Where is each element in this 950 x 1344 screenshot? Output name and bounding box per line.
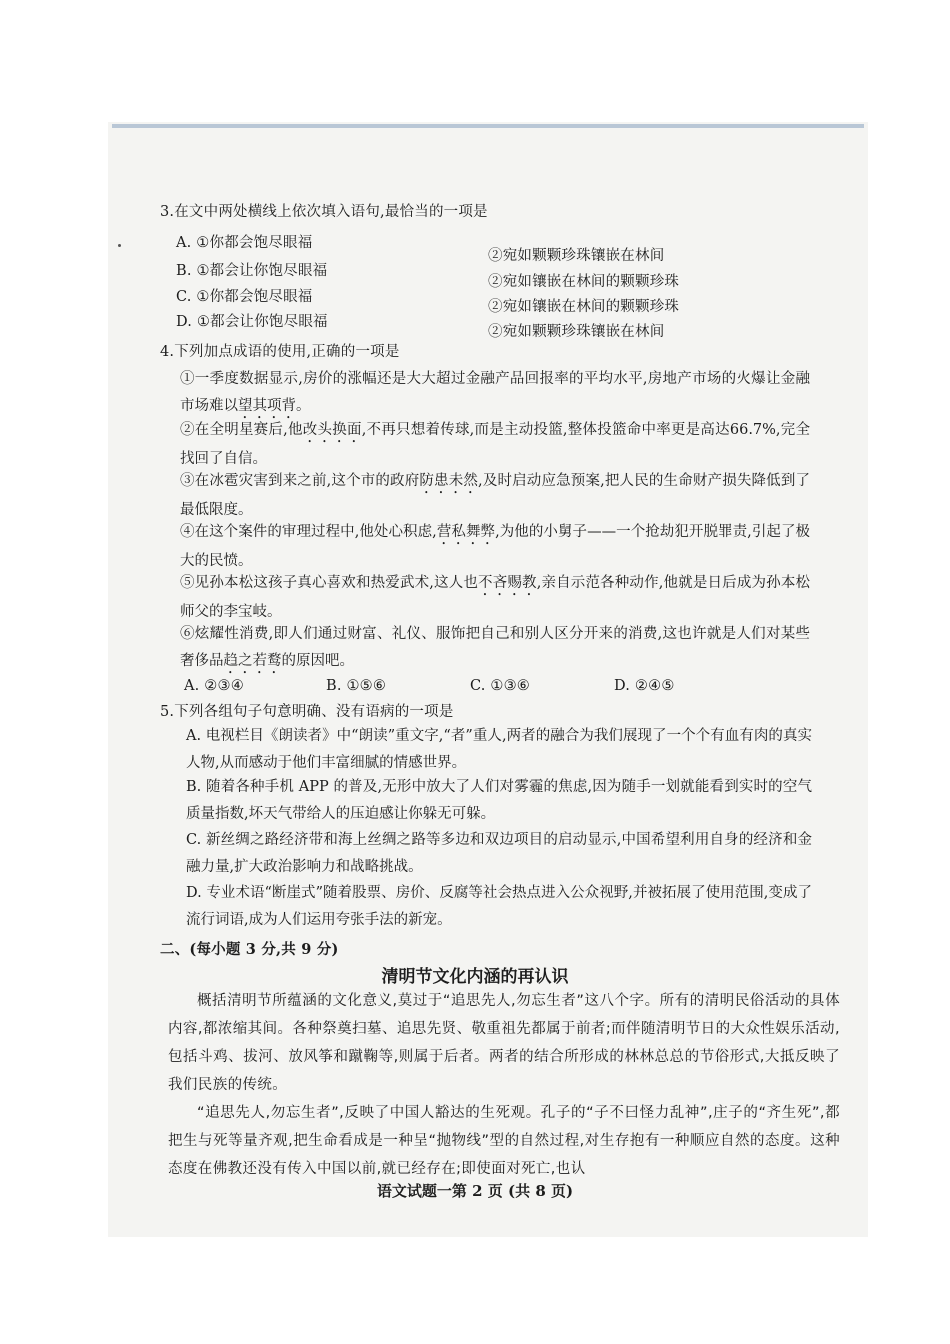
q4-item-6: ⑥炫耀性消费,即人们通过财富、礼仪、服饰把自己和别人区分开来的消费,这也许就是人们对某些奢侈品趋之若鹜的原因吧。 [180, 626, 810, 669]
top-rule [112, 124, 864, 128]
q4-choice-a: A. ②③④ [184, 678, 244, 694]
scan-speck [118, 244, 121, 247]
q3-option-a-right: ②宛如颗颗珍珠镶嵌在林间 [488, 248, 665, 264]
q4-item-1-idiom: 望其项背 [238, 398, 296, 414]
q4-item-1: ①一季度数据显示,房价的涨幅还是大大超过金融产品回报率的平均水平,房地产市场的火爆让金融市场难以望其项背。 [180, 371, 810, 414]
q4-stem: 4.下列加点成语的使用,正确的一项是 [160, 344, 400, 360]
q4-item-2-idiom: 改头换面 [302, 422, 362, 438]
page-footer: 语文试题一第 2 页 (共 8 页) [376, 1182, 574, 1200]
q4-item-4: ④在这个案件的审理过程中,他处心积虑,营私舞弊,为他的小舅子——一个抢劫犯开脱罪责,引起了极大的民愤。 [180, 524, 811, 569]
passage-paragraph-1: 概括清明节所蕴涵的文化意义,莫过于“追思先人,勿忘生者”这八个字。所有的清明民俗活动的具体内容,都浓缩其间。各种祭奠扫墓、追思先贤、敬重祖先都属于前者;而伴随清明节日的大众性娱乐活动,包括斗鸡、拔河、放风筝和蹴鞠等,则属于后者。两者的结合所形成的林林总总的节俗形式,大抵反映了我们民族的传统。 [168, 993, 840, 1093]
q4-choice-d: D. ②④⑤ [614, 678, 675, 694]
q5-option-b: B. 随着各种手机 APP 的普及,无形中放大了人们对雾霾的焦虑,因为随手一划就能看到实时的空气质量指数,坏天气带给人的压迫感让你躲无可躲。 [186, 779, 812, 822]
q4-item-3: ③在冰雹灾害到来之前,这个市的政府防患未然,及时启动应急预案,把人民的生命财产损失降低到了最低限度。 [180, 473, 811, 518]
q4-choice-b: B. ①⑤⑥ [326, 678, 387, 694]
q4-choice-c: C. ①③⑥ [470, 678, 530, 694]
q4-item-4-idiom: 营私舞弊 [436, 524, 496, 540]
passage-paragraph-2: “追思先人,勿忘生者”,反映了中国人豁达的生死观。孔子的“子不曰怪力乱神”,庄子的“齐生死”,都把生与死等量齐观,把生命看成是一种呈“抛物线”型的自然过程,对生存抱有一种顺应自然的态度。这种态度在佛教还没有传入中国以前,就已经存在;即使面对死亡,也认 [168, 1105, 840, 1177]
q3-option-d-right: ②宛如颗颗珍珠镶嵌在林间 [488, 324, 665, 340]
q4-item-2: ②在全明星赛后,他改头换面,不再只想着传球,而是主动投篮,整体投篮命中率更是高达66.7%,完全找回了自信。 [180, 422, 811, 467]
q3-option-a-left: A. ①你都会饱尽眼福 [176, 235, 313, 251]
passage-title: 清明节文化内涵的再认识 [381, 967, 569, 987]
q3-option-b-right: ②宛如镶嵌在林间的颗颗珍珠 [488, 274, 680, 290]
q5-option-c: C. 新丝绸之路经济带和海上丝绸之路等多边和双边项目的启动显示,中国希望利用自身的经济和金融力量,扩大政治影响力和战略挑战。 [186, 832, 812, 875]
q4-item-5-idiom: 不吝赐教 [478, 575, 537, 591]
q3-option-d-left: D. ①都会让你饱尽眼福 [176, 314, 328, 330]
q3-option-b-left: B. ①都会让你饱尽眼福 [176, 263, 328, 279]
q4-item-3-idiom: 防患未然 [419, 473, 479, 489]
q5-option-d: D. 专业术语“断崖式”随着股票、房价、反腐等社会热点进入公众视野,并被拓展了使用范围,变成了流行词语,成为人们运用夸张手法的新宠。 [186, 885, 812, 928]
q3-stem: 3.在文中两处横线上依次填入语句,最恰当的一项是 [160, 204, 488, 220]
q3-option-c-left: C. ①你都会饱尽眼福 [176, 289, 313, 305]
q4-item-6-idiom: 趋之若鹜 [223, 653, 282, 669]
q5-option-a: A. 电视栏目《朗读者》中“朗读”重文字,“者”重人,两者的融合为我们展现了一个个有血有肉的真实人物,从而感动于他们丰富细腻的情感世界。 [186, 728, 812, 771]
q3-option-c-right: ②宛如镶嵌在林间的颗颗珍珠 [488, 299, 680, 315]
section-header: 二、(每小题 3 分,共 9 分) [160, 941, 339, 958]
q5-stem: 5.下列各组句子句意明确、没有语病的一项是 [160, 704, 454, 720]
q4-item-5: ⑤见孙本松这孩子真心喜欢和热爱武术,这人也不吝赐教,亲自示范各种动作,他就是日后成为孙本松师父的李宝岐。 [180, 575, 811, 620]
